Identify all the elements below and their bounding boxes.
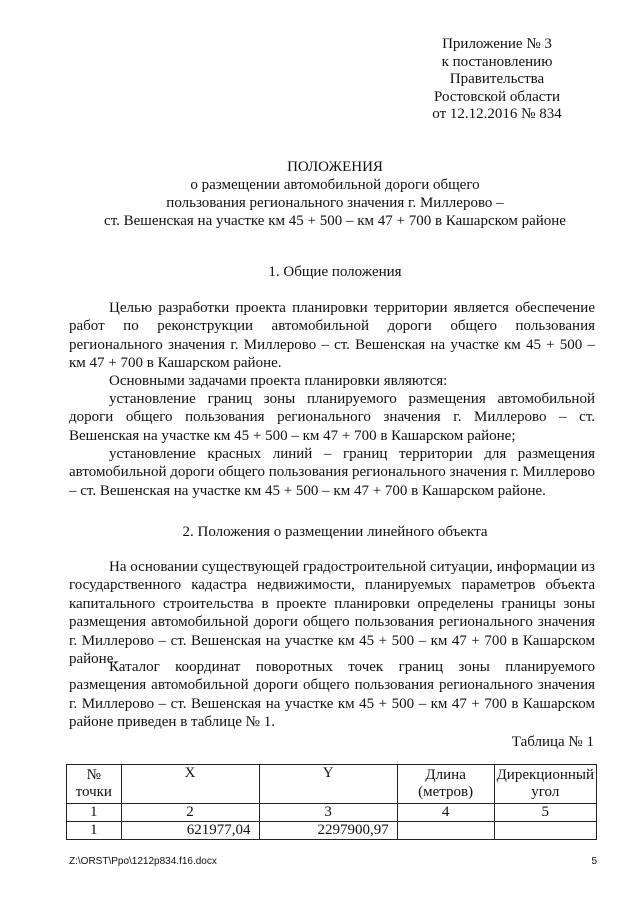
appendix-line: от 12.12.2016 № 834 [432,106,562,122]
coordinates-table [66,764,597,840]
cell-x: 621977,04 [121,822,259,840]
section2-paragraph: На основании существующей градостроительной ситуации, информации из государственного кадастра недвижимости, планируемых параметров объекта капитального строительства в проекте планировки определены границы зоны размещения автомобильной дороги общего пользования регионального значения г. Миллерово – ст. Вешенская на участке км 45 + 500 – км 47 + 700 в Кашарском районе. [69,559,595,668]
appendix-line: Правительства [449,71,545,87]
cell-length [397,822,494,840]
column-number-row [67,804,597,822]
column-number: 2 [121,804,259,822]
table-label: Таблица № 1 [511,734,594,750]
header-angle: Дирекционный угол [494,765,596,804]
header-length: Длина (метров) [397,765,494,804]
appendix-line: к постановлению [441,53,553,70]
page-number: 5 [591,856,597,867]
section2-heading: 2. Положения о размещении линейного объекта [182,524,488,540]
header-point-no: № точки [67,765,122,804]
section1-paragraph: установление границ зоны планируемого размещения автомобильной дороги общего пользования регионального значения г. Миллерово – ст. Вешенская на участке км 45 + 500 – км 47 + 700 в Кашарском районе; [69,391,595,444]
document-title [60,158,610,230]
file-path: Z:\ORST\Ppo\1212p834.f16.docx [69,856,217,867]
header-y: Y [259,765,397,804]
title-line: о размещении автомобильной дороги общего [190,177,480,193]
appendix-block [407,36,587,124]
column-number: 5 [494,804,596,822]
section1-paragraph: Основными задачами проекта планировки являются: [109,373,448,389]
header-x: X [121,765,259,804]
table-header-row [67,765,597,804]
cell-angle [494,822,596,840]
table-row [67,822,597,840]
column-number: 3 [259,804,397,822]
appendix-line: Ростовской области [434,88,560,105]
section2-paragraph: Каталог координат поворотных точек границ зоны планируемого размещения автомобильной дороги общего пользования регионального значения г. Миллерово – ст. Вешенская на участке км 45 + 500 – км 47 + 700 в Кашарском районе приведен в таблице № 1. [69,659,595,731]
section1-paragraph: установление красных линий – границ территории для размещения автомобильной дороги общего пользования регионального значения г. Миллерово – ст. Вешенская на участке км 45 + 500 – км 47 + 700 в Кашарском районе. [69,446,595,499]
column-number: 4 [397,804,494,822]
cell-point: 1 [67,822,122,840]
appendix-line: Приложение № 3 [442,36,552,52]
section1-paragraph: Целью разработки проекта планировки территории является обеспечение работ по реконструкции автомобильной дороги общего пользования регионального значения г. Миллерово – ст. Вешенская на участке км 45 + 500 – км 47 + 700 в Кашарском районе. [69,300,595,372]
cell-y: 2297900,97 [259,822,397,840]
title-line: ст. Вешенская на участке км 45 + 500 – км 47 + 700 в Кашарском районе [104,213,566,229]
section1-heading: 1. Общие положения [268,264,402,280]
title-line: ПОЛОЖЕНИЯ [287,159,383,175]
title-line: пользования регионального значения г. Миллерово – [166,195,504,211]
column-number: 1 [67,804,122,822]
